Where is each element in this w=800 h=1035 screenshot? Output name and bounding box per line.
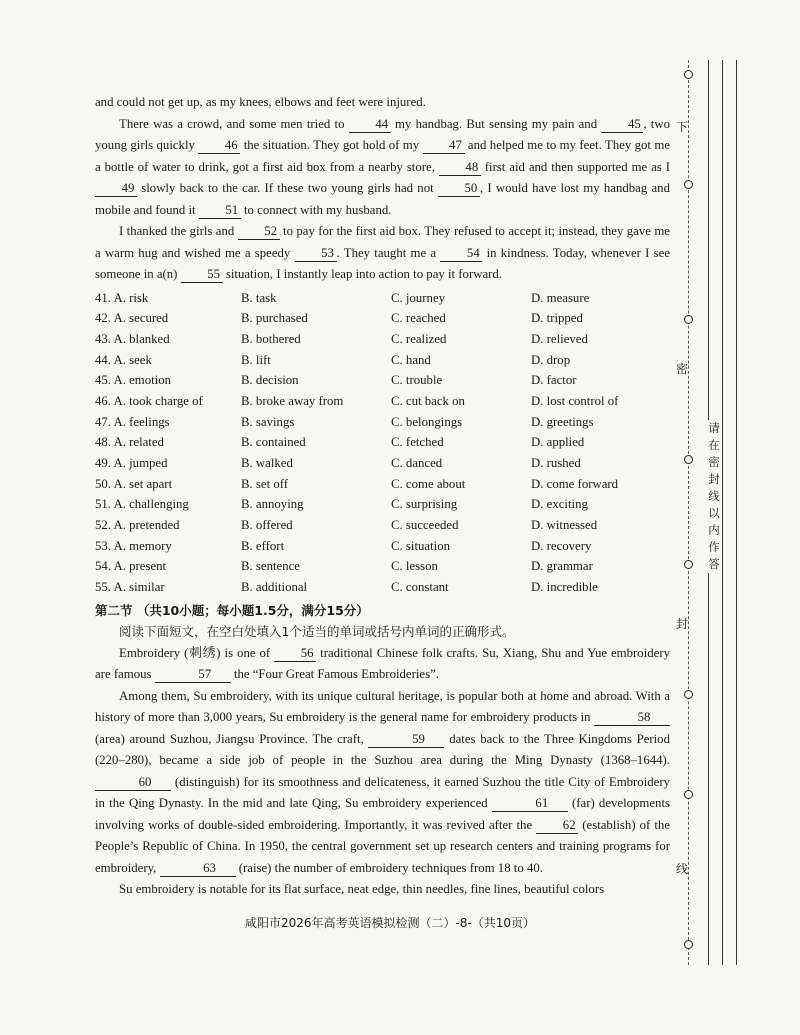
text-run: the situation. They got hold of my <box>240 138 423 152</box>
section-2-paragraph-3 <box>95 879 670 901</box>
option-row <box>95 350 670 371</box>
binding-note-char: 内 <box>708 523 720 537</box>
option-choice: C. hand <box>391 352 431 367</box>
text-run: in kindness. Today, whenever I see someone in a(n) <box>95 245 671 281</box>
text-run: . They taught me a <box>336 245 441 260</box>
option-row <box>95 453 670 474</box>
binding-hole-3 <box>684 315 693 324</box>
option-choice: C. cut back on <box>391 393 465 408</box>
binding-note-char: 在 <box>708 438 720 452</box>
option-choice: 48. A. related <box>95 435 164 450</box>
text-run: Su embroidery is notable for its flat surface, neat edge, thin needles, fine lines, beautiful colors <box>119 882 605 897</box>
text-run: and helped me to my feet. They got me a bottle of water to drink, got a first aid box from a nearby store, <box>95 138 670 174</box>
answer-blank[interactable]: 50 <box>438 181 480 197</box>
page-footer: 咸阳市2026年高考英语模拟检测（二）-8-（共10页） <box>244 916 536 930</box>
option-choice: B. task <box>241 290 277 305</box>
answer-blank[interactable]: 63 <box>160 861 236 877</box>
option-choice: 50. A. set apart <box>95 476 173 491</box>
binding-note-char: 线 <box>708 489 720 503</box>
binding-hole-4 <box>684 455 693 464</box>
text-run: , I would have lost my handbag and mobile and found it <box>95 181 670 217</box>
answer-blank[interactable]: 47 <box>423 138 465 154</box>
binding-line-2 <box>722 60 723 965</box>
option-choice: B. bothered <box>241 331 301 346</box>
answer-blank[interactable]: 48 <box>439 160 481 176</box>
option-choice: C. trouble <box>391 373 443 388</box>
binding-note-char: 请 <box>708 421 720 435</box>
option-row <box>95 412 670 433</box>
binding-hole-5 <box>684 560 693 569</box>
option-choice: D. tripped <box>531 311 583 326</box>
text-run: first aid and then supported me as I <box>480 159 670 174</box>
text-run: (far) developments involving works of double-sided embroidering. Importantly, it was revived after the <box>95 796 670 832</box>
option-choice: D. witnessed <box>531 518 598 533</box>
option-choice: C. realized <box>391 331 447 346</box>
answer-blank[interactable]: 53 <box>295 246 337 262</box>
text-run: , two young girls quickly <box>95 116 670 152</box>
text-run: dates back to the Three Kingdoms Period (220–280), became a side job of people in the Suzhou area during the Ming Dynasty (1368–1644). <box>95 731 670 768</box>
text-run: situation, I instantly leap into action to pay it forward. <box>222 267 502 281</box>
option-choice: B. annoying <box>241 497 304 512</box>
option-choice: B. decision <box>241 373 299 388</box>
text-run: to pay for the first aid box. They refused to accept it; instead, they gave me a warm hug and wished me a speedy <box>95 224 670 260</box>
binding-note-char: 以 <box>708 506 720 520</box>
binding-dashed-line <box>688 60 689 965</box>
text-run: to connect with my husband. <box>240 202 392 217</box>
answer-blank[interactable]: 60 <box>95 775 171 791</box>
option-choice: B. purchased <box>241 311 308 326</box>
option-choice: C. lesson <box>391 559 438 574</box>
option-choice: B. effort <box>241 538 285 553</box>
answer-blank[interactable]: 44 <box>349 117 391 133</box>
text-run: (establish) of the People’s Republic of China. In 1950, the central government set up research centers and training programs for embroidery, <box>95 817 670 875</box>
answer-blank[interactable]: 46 <box>198 138 240 154</box>
option-choice: 54. A. present <box>95 559 167 574</box>
option-choice: C. fetched <box>391 435 444 450</box>
option-choice: 49. A. jumped <box>95 456 168 470</box>
answer-options <box>95 288 670 598</box>
binding-note-char: 作 <box>708 540 720 554</box>
text-run: (area) around Suzhou, Jiangsu Province. The craft, <box>95 731 369 746</box>
option-choice: 55. A. similar <box>95 580 165 595</box>
option-choice: C. danced <box>391 456 443 470</box>
option-choice: 51. A. challenging <box>95 497 189 512</box>
binding-line-3 <box>736 60 737 965</box>
option-choice: C. journey <box>391 290 446 305</box>
option-choice: 45. A. emotion <box>95 373 172 388</box>
option-row <box>95 577 670 598</box>
binding-char-low: 封 <box>676 617 689 631</box>
passage-paragraph-2 <box>95 114 670 222</box>
text-run: the “Four Great Famous Embroideries”. <box>230 667 439 682</box>
option-choice: D. applied <box>531 435 585 450</box>
answer-blank[interactable]: 57 <box>155 667 231 683</box>
option-row <box>95 474 670 495</box>
answer-blank[interactable]: 58 <box>594 710 670 726</box>
option-choice: 53. A. memory <box>95 538 172 553</box>
text-run: (raise) the number of embroidery techniques from 18 to 40. <box>235 860 543 875</box>
option-choice: C. situation <box>391 538 451 553</box>
option-choice: B. savings <box>241 414 295 429</box>
option-choice: D. incredible <box>531 580 598 595</box>
answer-blank[interactable]: 61 <box>492 796 568 812</box>
answer-blank[interactable]: 54 <box>440 246 482 262</box>
binding-vertical-note <box>706 420 722 573</box>
section-2-paragraph-1 <box>95 643 670 686</box>
answer-blank[interactable]: 55 <box>181 267 223 283</box>
option-choice: B. contained <box>241 435 306 450</box>
option-choice: 52. A. pretended <box>95 518 180 533</box>
text-run: (distinguish) for its smoothness and delicateness, it earned Suzhou the title City of Embroidery in the Qing Dynasty. In the mid and late Qing, Su embroidery experienced <box>95 774 670 811</box>
option-choice: B. broke away from <box>241 393 344 408</box>
text-run: I thanked the girls and <box>119 224 238 238</box>
binding-hole-7 <box>684 790 693 799</box>
binding-char-mid: 密 <box>676 362 689 376</box>
answer-blank[interactable]: 52 <box>238 224 280 240</box>
option-choice: C. reached <box>391 311 446 326</box>
binding-hole-1 <box>684 70 693 79</box>
option-row <box>95 329 670 350</box>
option-choice: B. sentence <box>241 559 300 574</box>
option-row <box>95 288 670 309</box>
option-choice: C. constant <box>391 580 449 595</box>
option-choice: D. rushed <box>531 456 581 470</box>
option-row <box>95 432 670 453</box>
option-choice: 46. A. took charge of <box>95 393 203 408</box>
binding-hole-6 <box>684 690 693 699</box>
binding-char-bottom: 线 <box>676 862 689 876</box>
option-choice: D. measure <box>531 290 590 305</box>
binding-hole-8 <box>684 940 693 949</box>
option-row <box>95 515 670 536</box>
option-choice: 42. A. secured <box>95 311 169 326</box>
option-choice: 43. A. blanked <box>95 331 170 346</box>
option-choice: D. greetings <box>531 414 594 429</box>
answer-blank[interactable]: 62 <box>536 818 578 834</box>
option-choice: 41. A. risk <box>95 290 149 305</box>
option-row <box>95 494 670 515</box>
text-run: traditional Chinese folk crafts. Su, Xiang, Shu and Yue embroidery are famous <box>95 645 670 682</box>
option-choice: D. drop <box>531 352 571 367</box>
answer-blank[interactable]: 56 <box>274 646 316 662</box>
option-choice: D. relieved <box>531 331 588 346</box>
option-choice: B. additional <box>241 580 308 595</box>
answer-blank[interactable]: 59 <box>368 732 444 748</box>
text-run: Among them, Su embroidery, with its unique cultural heritage, is popular both at home and abroad. With a history of more than 3,000 years, Su embroidery is the general name for embroidery products in <box>95 688 670 725</box>
option-row <box>95 308 670 329</box>
section-2-paragraph-2 <box>95 686 670 880</box>
option-row <box>95 391 670 412</box>
binding-char-top: 下 <box>676 120 689 134</box>
text-run: slowly back to the car. If these two young girls had not <box>137 181 438 195</box>
option-choice: C. surprising <box>391 497 458 512</box>
option-choice: D. come forward <box>531 476 619 491</box>
text-run: and could not get up, as my knees, elbows and feet were injured. <box>95 95 426 109</box>
section-2-instruction: 阅读下面短文，在空白处填入1个适当的单词或括号内单词的正确形式。 <box>119 624 515 640</box>
option-choice: 47. A. feelings <box>95 414 170 429</box>
passage-paragraph-1 <box>95 92 670 114</box>
option-row <box>95 370 670 391</box>
option-choice: D. recovery <box>531 538 592 553</box>
option-row <box>95 556 670 577</box>
option-choice: B. lift <box>241 352 271 367</box>
binding-hole-2 <box>684 180 693 189</box>
option-choice: D. lost control of <box>531 393 619 408</box>
option-choice: D. exciting <box>531 497 588 512</box>
answer-blank[interactable]: 45 <box>601 117 643 133</box>
answer-blank[interactable]: 51 <box>199 203 241 219</box>
option-choice: D. factor <box>531 373 577 388</box>
answer-blank[interactable]: 49 <box>95 181 137 197</box>
option-choice: D. grammar <box>531 559 593 574</box>
binding-note-char: 答 <box>708 557 720 571</box>
section-2-title: 第二节 （共10小题；每小题1.5分，满分15分） <box>95 602 369 618</box>
binding-note-char: 密 <box>708 455 720 469</box>
option-choice: C. belongings <box>391 414 463 429</box>
text-run: my handbag. But sensing my pain and <box>390 116 602 131</box>
option-choice: B. offered <box>241 518 293 533</box>
binding-note-char: 封 <box>708 472 720 486</box>
page-content <box>95 92 670 901</box>
option-choice: 44. A. seek <box>95 352 152 367</box>
option-choice: C. come about <box>391 476 466 491</box>
passage-paragraph-3 <box>95 221 670 286</box>
option-choice: B. walked <box>241 456 293 470</box>
binding-margin <box>678 60 738 965</box>
option-row <box>95 536 670 557</box>
text-run: Embroidery (刺绣) is one of <box>119 645 275 660</box>
option-choice: B. set off <box>241 476 289 491</box>
text-run: There was a crowd, and some men tried to <box>119 116 349 131</box>
option-choice: C. succeeded <box>391 518 459 533</box>
